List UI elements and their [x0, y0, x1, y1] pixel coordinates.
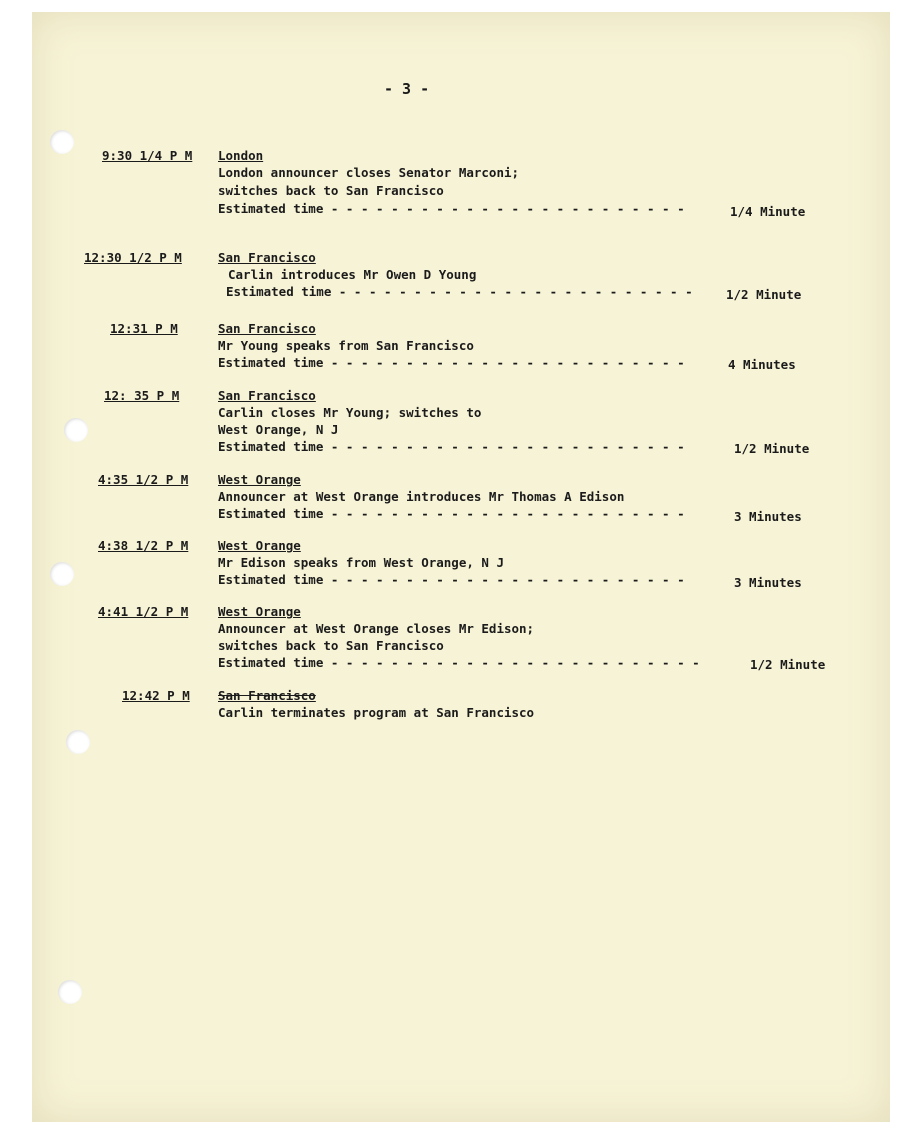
estimated-time: Estimated time - - - - - - - - - - - - - - - - - - - - - - - - — [218, 201, 685, 216]
duration: 1/2 Minute — [734, 441, 810, 456]
estimated-time: Estimated time - - - - - - - - - - - - - - - - - - - - - - - - — [218, 506, 685, 521]
entry-time: 12:42 P M — [122, 688, 190, 703]
duration: 3 Minutes — [734, 575, 802, 590]
estimated-time: Estimated time - - - - - - - - - - - - - - - - - - - - - - - - - — [218, 655, 700, 670]
entry-time: 4:38 1/2 P M — [98, 538, 189, 553]
entry-line: switches back to San Francisco — [218, 638, 444, 653]
entry-time: 12:30 1/2 P M — [84, 250, 182, 265]
punch-hole — [58, 980, 82, 1004]
entry-line: switches back to San Francisco — [218, 183, 444, 198]
estimated-time: Estimated time - - - - - - - - - - - - - - - - - - - - - - - - — [218, 355, 685, 370]
entry-time: 12:31 P M — [110, 321, 178, 336]
duration: 1/2 Minute — [726, 287, 802, 302]
punch-hole — [50, 130, 74, 154]
entry-location: San Francisco — [218, 321, 316, 336]
punch-hole — [64, 418, 88, 442]
entry-line: Mr Young speaks from San Francisco — [218, 338, 474, 353]
entry-location: London — [218, 148, 264, 163]
entry-location: West Orange — [218, 538, 301, 553]
entry-time: 4:41 1/2 P M — [98, 604, 189, 619]
entry-location: West Orange — [218, 604, 301, 619]
duration: 1/2 Minute — [750, 657, 826, 672]
punch-hole — [66, 730, 90, 754]
entry-location: San Francisco — [218, 250, 316, 265]
entry-line: Announcer at West Orange introduces Mr Thomas A Edison — [218, 489, 625, 504]
entry-location: West Orange — [218, 472, 301, 487]
duration: 1/4 Minute — [730, 204, 806, 219]
entry-line: Carlin introduces Mr Owen D Young — [228, 267, 477, 282]
entry-line: Mr Edison speaks from West Orange, N J — [218, 555, 504, 570]
entry-time: 9:30 1/4 P M — [102, 148, 193, 163]
entry-location: San Francisco — [218, 688, 316, 703]
entry-time: 4:35 1/2 P M — [98, 472, 189, 487]
entry-time: 12: 35 P M — [104, 388, 180, 403]
entry-line: West Orange, N J — [218, 422, 339, 437]
estimated-time: Estimated time - - - - - - - - - - - - - - - - - - - - - - - - — [218, 572, 685, 587]
duration: 4 Minutes — [728, 357, 796, 372]
entry-line: Carlin closes Mr Young; switches to — [218, 405, 482, 420]
estimated-time: Estimated time - - - - - - - - - - - - - - - - - - - - - - - - — [218, 439, 685, 454]
entry-line: Carlin terminates program at San Francisco — [218, 705, 535, 720]
entry-line: Announcer at West Orange closes Mr Edison; — [218, 621, 535, 636]
page-number: - 3 - — [384, 80, 430, 98]
punch-hole — [50, 562, 74, 586]
entry-location: San Francisco — [218, 388, 316, 403]
duration: 3 Minutes — [734, 509, 802, 524]
entry-line: London announcer closes Senator Marconi; — [218, 165, 520, 180]
estimated-time: Estimated time - - - - - - - - - - - - - - - - - - - - - - - - — [226, 284, 693, 299]
